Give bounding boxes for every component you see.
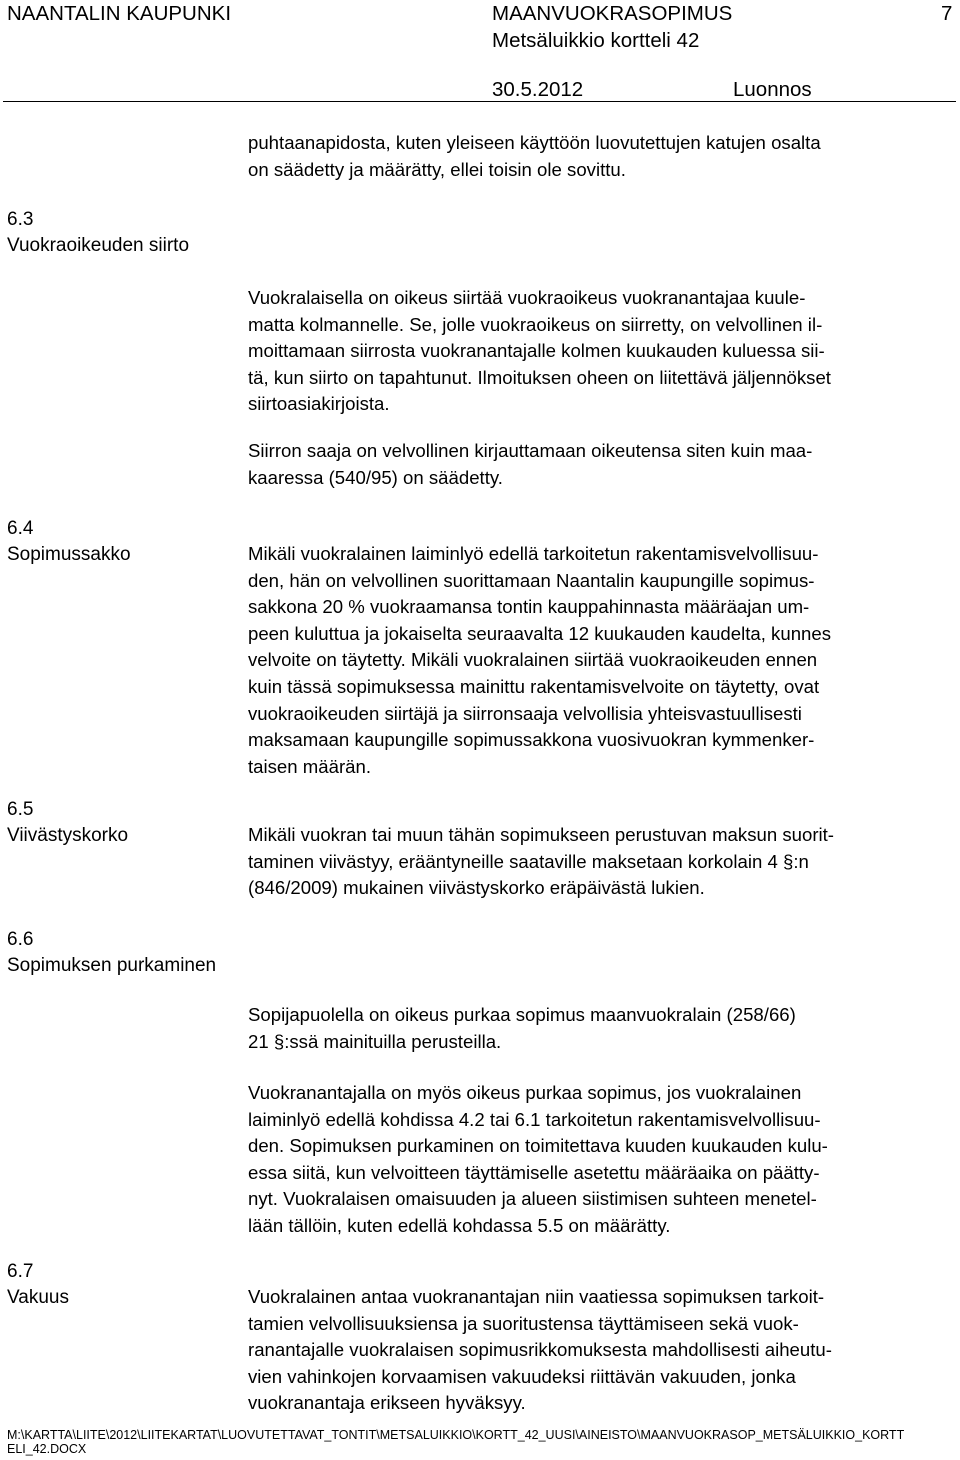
text-line: taisen määrän. (248, 755, 371, 777)
section-number-6-3: 6.3 (7, 209, 34, 230)
text-line: Mikäli vuokran tai muun tähän sopimukseen perustuvan maksun suorit- (248, 824, 834, 845)
text-line: maksamaan kaupungille sopimussakkona vuosivuokran kymmenker- (248, 729, 815, 751)
text-line: lään tällöin, kuten edellä kohdassa 5.5 on määrätty. (248, 1214, 671, 1236)
text-line: vien vahinkojen korvaamisen vakuudeksi riittävän vakuuden, jonka (248, 1365, 796, 1387)
footer-path-line-2: ELI_42.DOCX (7, 1442, 87, 1456)
section-6-6-paragraph-1 (248, 1002, 948, 1055)
document-date: 30.5.2012 (492, 78, 584, 101)
section-title-6-4: Sopimussakko (7, 544, 131, 565)
text-line: kuin tässä sopimuksessa mainittu rakentamisvelvoite on täytetty, ovat (248, 675, 820, 697)
header-divider (3, 101, 956, 102)
text-line: Vuokralaisella on oikeus siirtää vuokraoikeus vuokranantajaa kuule- (248, 287, 806, 308)
intro-paragraph (248, 130, 948, 183)
text-line: tä, kun siirto on tapahtunut. Ilmoituksen oheen on liitettävä jäljennökset (248, 366, 831, 388)
text-line: siirtoasiakirjoista. (248, 393, 390, 415)
text-line: 21 §:ssä mainituilla perusteilla. (248, 1030, 502, 1052)
text-line: Vuokranantajalla on myös oikeus purkaa sopimus, jos vuokralainen (248, 1082, 802, 1103)
section-6-7-paragraph-1 (248, 1284, 948, 1417)
text-line: Siirron saaja on velvollinen kirjauttamaan oikeutensa siten kuin maa- (248, 440, 813, 461)
section-title-6-5: Viivästyskorko (7, 825, 129, 846)
section-title-6-6: Sopimuksen purkaminen (7, 955, 217, 976)
section-number-6-6: 6.6 (7, 929, 34, 950)
text-line: Mikäli vuokralainen laiminlyö edellä tarkoitetun rakentamisvelvollisuu- (248, 543, 819, 564)
text-line: kaaressa (540/95) on säädetty. (248, 466, 503, 488)
section-6-3-paragraph-2 (248, 438, 948, 491)
text-line: laiminlyö edellä kohdissa 4.2 tai 6.1 tarkoitetun rakentamisvelvollisuu- (248, 1108, 821, 1130)
text-line: Vuokralainen antaa vuokranantajan niin vaatiessa sopimuksen tarkoit- (248, 1286, 825, 1307)
text-line: tamien velvollisuuksiensa ja suoritustensa täyttämiseen sekä vuok- (248, 1312, 799, 1334)
text-line: puhtaanapidosta, kuten yleiseen käyttöön luovutettujen katujen osalta (248, 132, 821, 153)
text-line: essa siitä, kun velvoitteen täyttämiselle asetettu määräaika on päätty- (248, 1161, 820, 1183)
text-line: ranantajalle vuokralaisen sopimusrikkomuksesta mahdollisesti aiheutu- (248, 1339, 832, 1361)
section-number-6-7: 6.7 (7, 1261, 34, 1282)
municipality-name: NAANTALIN KAUPUNKI (7, 2, 232, 25)
section-number-6-5: 6.5 (7, 799, 34, 820)
footer-file-path (7, 1428, 904, 1456)
text-line: vuokranantaja erikseen hyväksyy. (248, 1392, 526, 1414)
section-number-6-4: 6.4 (7, 518, 34, 539)
text-line: den, hän on velvollinen suorittamaan Naantalin kaupungille sopimus- (248, 569, 815, 591)
section-6-4-paragraph-1 (248, 541, 948, 780)
text-line: den. Sopimuksen purkaminen on toimitettava kuuden kuukauden kulu- (248, 1135, 828, 1157)
text-line: matta kolmannelle. Se, jolle vuokraoikeus on siirretty, on velvollinen il- (248, 313, 823, 335)
text-line: moittamaan siirrosta vuokranantajalle kolmen kuukauden kuluessa sii- (248, 340, 825, 362)
document-status: Luonnos (733, 78, 812, 101)
text-line: on säädetty ja määrätty, ellei toisin ole sovittu. (248, 158, 626, 180)
text-line: Sopijapuolella on oikeus purkaa sopimus maanvuokralain (258/66) (248, 1004, 796, 1025)
document-type: MAANVUOKRASOPIMUS (492, 2, 733, 25)
document-subject: Metsäluikkio kortteli 42 (492, 29, 700, 52)
text-line: taminen viivästyy, erääntyneille saataville maksetaan korkolain 4 §:n (248, 850, 809, 872)
footer-path-line-1: M:\KARTTA\LIITE\2012\LIITEKARTAT\LUOVUTETTAVAT_TONTIT\METSALUIKKIO\KORTT_42_UUSI\AINEISTO\MAANVUOKRASOP_METSÄLUIKKIO_KORTT (7, 1428, 905, 1442)
section-6-5-paragraph-1 (248, 822, 948, 902)
text-line: peen kuluttua ja jokaiselta seuraavalta 12 kuukauden kaudelta, kunnes (248, 622, 832, 644)
text-line: velvoite on täytetty. Mikäli vuokralainen siirtää vuokraoikeuden ennen (248, 649, 818, 671)
section-6-6-paragraph-2 (248, 1080, 948, 1240)
section-title-6-7: Vakuus (7, 1287, 69, 1308)
page-number: 7 (941, 2, 953, 25)
section-6-3-paragraph-1 (248, 285, 948, 418)
section-title-6-3: Vuokraoikeuden siirto (7, 235, 190, 256)
text-line: vuokraoikeuden siirtäjä ja siirronsaaja velvollisia yhteisvastuullisesti (248, 702, 802, 724)
text-line: (846/2009) mukainen viivästyskorko eräpäivästä lukien. (248, 877, 705, 899)
text-line: nyt. Vuokralaisen omaisuuden ja alueen siistimisen suhteen menetel- (248, 1188, 817, 1210)
text-line: sakkona 20 % vuokraamansa tontin kauppahinnasta määräajan um- (248, 596, 810, 618)
